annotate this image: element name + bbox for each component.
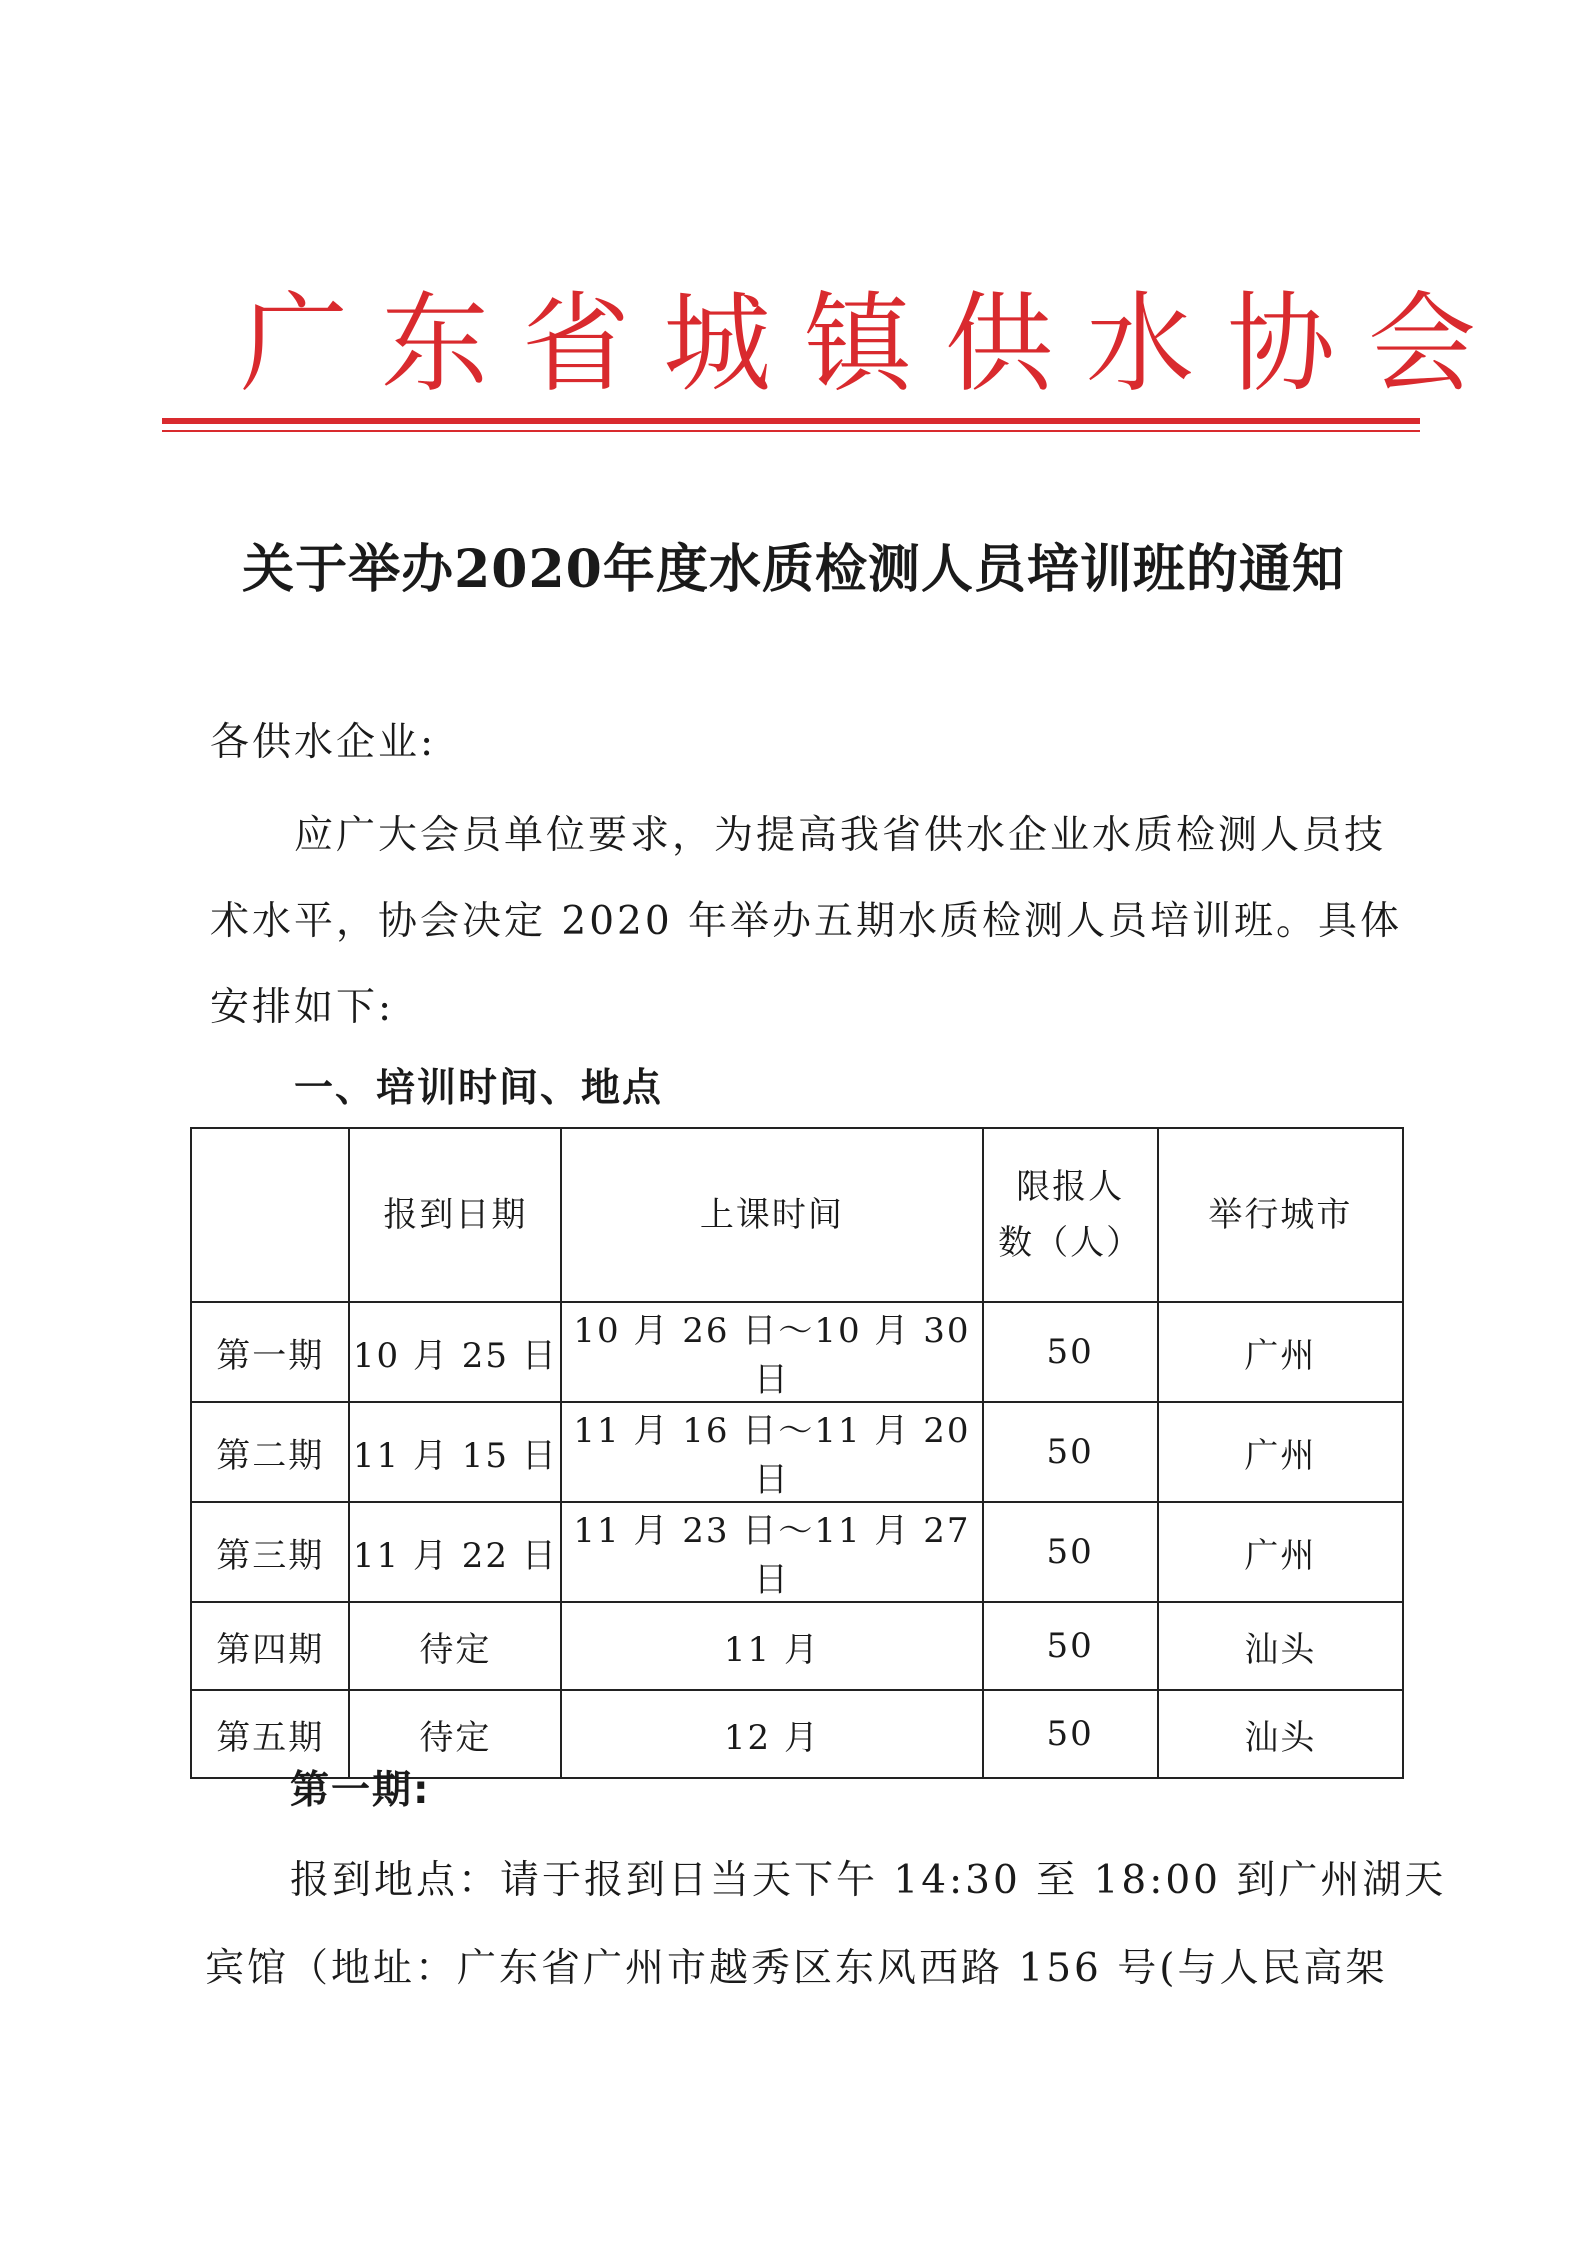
cell-class-time: 10 月 26 日～10 月 30 日 [561, 1302, 982, 1402]
letterhead-rule-thick [162, 418, 1420, 424]
cell-period: 第二期 [191, 1402, 349, 1502]
cell-period: 第一期 [191, 1302, 349, 1402]
table-row [191, 1602, 1403, 1690]
cell-limit: 50 [983, 1690, 1158, 1778]
cell-report-date: 待定 [349, 1602, 561, 1690]
header-limit-line1: 限报人 [1016, 1167, 1125, 1207]
cell-class-time: 11 月 23 日～11 月 27 日 [561, 1502, 982, 1602]
header-period [191, 1128, 349, 1302]
salutation: 各供水企业: [210, 720, 437, 765]
cell-limit: 50 [983, 1602, 1158, 1690]
header-limit [983, 1128, 1158, 1302]
cell-report-date: 待定 [349, 1690, 561, 1778]
table-header-row [191, 1128, 1403, 1302]
cell-class-time: 11 月 [561, 1602, 982, 1690]
body-paragraph-line: 术水平，协会决定 2020 年举办五期水质检测人员培训班。具体 [210, 899, 1403, 944]
cell-report-date: 10 月 25 日 [349, 1302, 561, 1402]
cell-limit: 50 [983, 1502, 1158, 1602]
header-limit-line2: 数（人） [998, 1223, 1143, 1263]
letterhead-rule-thin [162, 430, 1420, 432]
header-class-time: 上课时间 [561, 1128, 982, 1302]
cell-limit: 50 [983, 1402, 1158, 1502]
body-paragraph-line: 宾馆（地址：广东省广州市越秀区东风西路 156 号(与人民高架 [205, 1946, 1388, 1991]
training-schedule-table [190, 1127, 1404, 1779]
table-row [191, 1402, 1403, 1502]
cell-period: 第五期 [191, 1690, 349, 1778]
section-heading-time-place: 一、培训时间、地点 [294, 1066, 664, 1111]
cell-city: 广州 [1158, 1302, 1403, 1402]
body-paragraph-line: 安排如下: [210, 985, 395, 1030]
cell-city: 广州 [1158, 1502, 1403, 1602]
header-report-date: 报到日期 [349, 1128, 561, 1302]
table-row [191, 1302, 1403, 1402]
cell-report-date: 11 月 15 日 [349, 1402, 561, 1502]
cell-report-date: 11 月 22 日 [349, 1502, 561, 1602]
cell-limit: 50 [983, 1302, 1158, 1402]
cell-city: 广州 [1158, 1402, 1403, 1502]
body-paragraph-line: 报到地点：请于报到日当天下午 14:30 至 18:00 到广州湖天 [290, 1858, 1447, 1903]
letterhead-org-name: 广东省城镇供水协会 [240, 282, 1510, 407]
table-row [191, 1502, 1403, 1602]
cell-period: 第三期 [191, 1502, 349, 1602]
cell-class-time: 12 月 [561, 1690, 982, 1778]
body-paragraph-line: 应广大会员单位要求，为提高我省供水企业水质检测人员技 [294, 813, 1387, 858]
cell-class-time: 11 月 16 日～11 月 20 日 [561, 1402, 982, 1502]
header-city: 举行城市 [1158, 1128, 1403, 1302]
cell-period: 第四期 [191, 1602, 349, 1690]
cell-city: 汕头 [1158, 1602, 1403, 1690]
document-title: 关于举办2020年度水质检测人员培训班的通知 [242, 539, 1345, 600]
subheading-first-session: 第一期: [290, 1768, 431, 1813]
cell-city: 汕头 [1158, 1690, 1403, 1778]
